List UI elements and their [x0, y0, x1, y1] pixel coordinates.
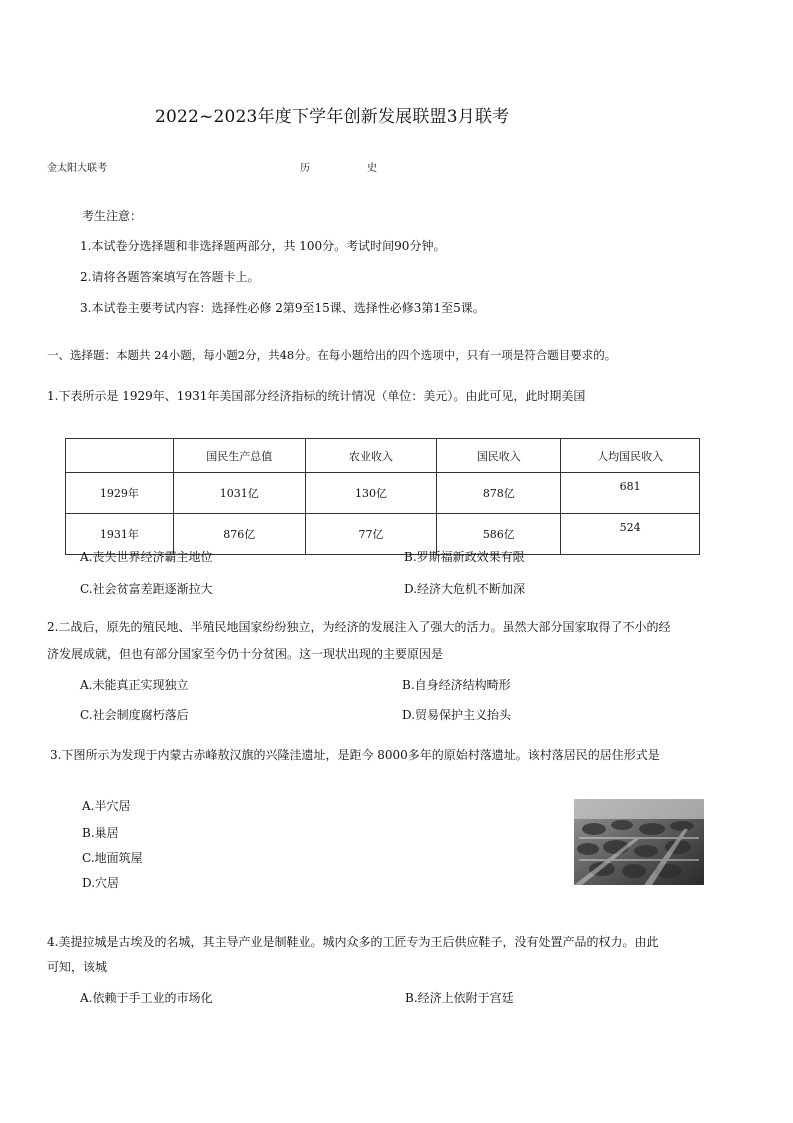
- table-cell: 130亿: [305, 473, 437, 514]
- table-header-cell: 国民收入: [437, 439, 561, 473]
- q1-option-d[interactable]: D.经济大危机不断加深: [404, 582, 526, 596]
- table-header-cell: 农业收入: [305, 439, 437, 473]
- question-2-stem-line-2: 济发展成就，但也有部分国家至今仍十分贫困。这一现状出现的主要原因是: [47, 647, 444, 661]
- question-4-stem-line-1: 4.美提拉城是古埃及的名城，其主导产业是制鞋业。城内众多的工匠专为王后供应鞋子，没有处置产品的权力。由此: [47, 935, 659, 949]
- question-1-stem: 1.下表所示是 1929年、1931年美国部分经济指标的统计情况（单位：美元）。由此可见，此时期美国: [47, 389, 586, 403]
- table-cell: 586亿: [437, 514, 561, 555]
- notice-heading: 考生注意：: [82, 209, 143, 223]
- q2-option-a[interactable]: A.未能真正实现独立: [80, 678, 189, 692]
- table-header-cell: 人均国民收入: [561, 439, 700, 473]
- q1-option-c[interactable]: C.社会贫富差距逐渐拉大: [80, 582, 213, 596]
- table-header-cell: [66, 439, 174, 473]
- economic-stats-table: [65, 438, 700, 555]
- question-3-stem: 3.下图所示为发现于内蒙古赤峰敖汉旗的兴隆洼遗址，是距今 8000多年的原始村落遗址。该村落居民的居住形式是: [50, 748, 660, 762]
- publisher-label: 金太阳大联考: [47, 163, 107, 174]
- table-cell: 524: [561, 514, 700, 555]
- table-cell: 1929年: [66, 473, 174, 514]
- q3-option-a[interactable]: A.半穴居: [82, 799, 131, 813]
- subject-char-2: 史: [367, 163, 377, 174]
- table-cell: 1931年: [66, 514, 174, 555]
- q3-option-d[interactable]: D.穴居: [82, 876, 120, 890]
- q4-option-a[interactable]: A.依赖于手工业的市场化: [80, 991, 213, 1005]
- q1-option-b[interactable]: B.罗斯福新政效果有限: [404, 550, 525, 564]
- table-cell: 77亿: [305, 514, 437, 555]
- notice-item-1: 1.本试卷分选择题和非选择题两部分，共 100分。考试时间90分钟。: [80, 239, 446, 253]
- q2-option-b[interactable]: B.自身经济结构畸形: [402, 678, 511, 692]
- table-header-cell: 国民生产总值: [173, 439, 305, 473]
- q4-option-b[interactable]: B.经济上依附于宫廷: [405, 991, 514, 1005]
- q2-option-d[interactable]: D.贸易保护主义抬头: [402, 708, 512, 722]
- table-cell: 878亿: [437, 473, 561, 514]
- table-cell: 681: [561, 473, 700, 514]
- notice-item-2: 2.请将各题答案填写在答题卡上。: [80, 270, 260, 284]
- q3-option-b[interactable]: B.巢居: [82, 826, 119, 840]
- q1-option-a[interactable]: A.丧失世界经济霸主地位: [80, 550, 213, 564]
- table-row: [66, 473, 700, 514]
- question-2-stem-line-1: 2.二战后，原先的殖民地、半殖民地国家纷纷独立，为经济的发展注入了强大的活力。虽然大部分国家取得了不小的经: [47, 620, 671, 634]
- table-header-row: [66, 439, 700, 473]
- section-heading: 一、选择题：本题共 24小题，每小题2分，共48分。在每小题给出的四个选项中，只有一项是符合题目要求的。: [47, 348, 617, 362]
- q3-option-c[interactable]: C.地面筑屋: [82, 851, 143, 865]
- q2-option-c[interactable]: C.社会制度腐朽落后: [80, 708, 189, 722]
- subject-char-1: 历: [300, 163, 310, 174]
- site-photo: [574, 799, 704, 885]
- table-cell: 1031亿: [173, 473, 305, 514]
- notice-item-3: 3.本试卷主要考试内容：选择性必修 2第9至15课、选择性必修3第1至5课。: [80, 301, 485, 315]
- exam-title: 2022~2023年度下学年创新发展联盟3月联考: [155, 107, 510, 127]
- table-cell: 876亿: [173, 514, 305, 555]
- question-4-stem-line-2: 可知，该城: [47, 960, 108, 974]
